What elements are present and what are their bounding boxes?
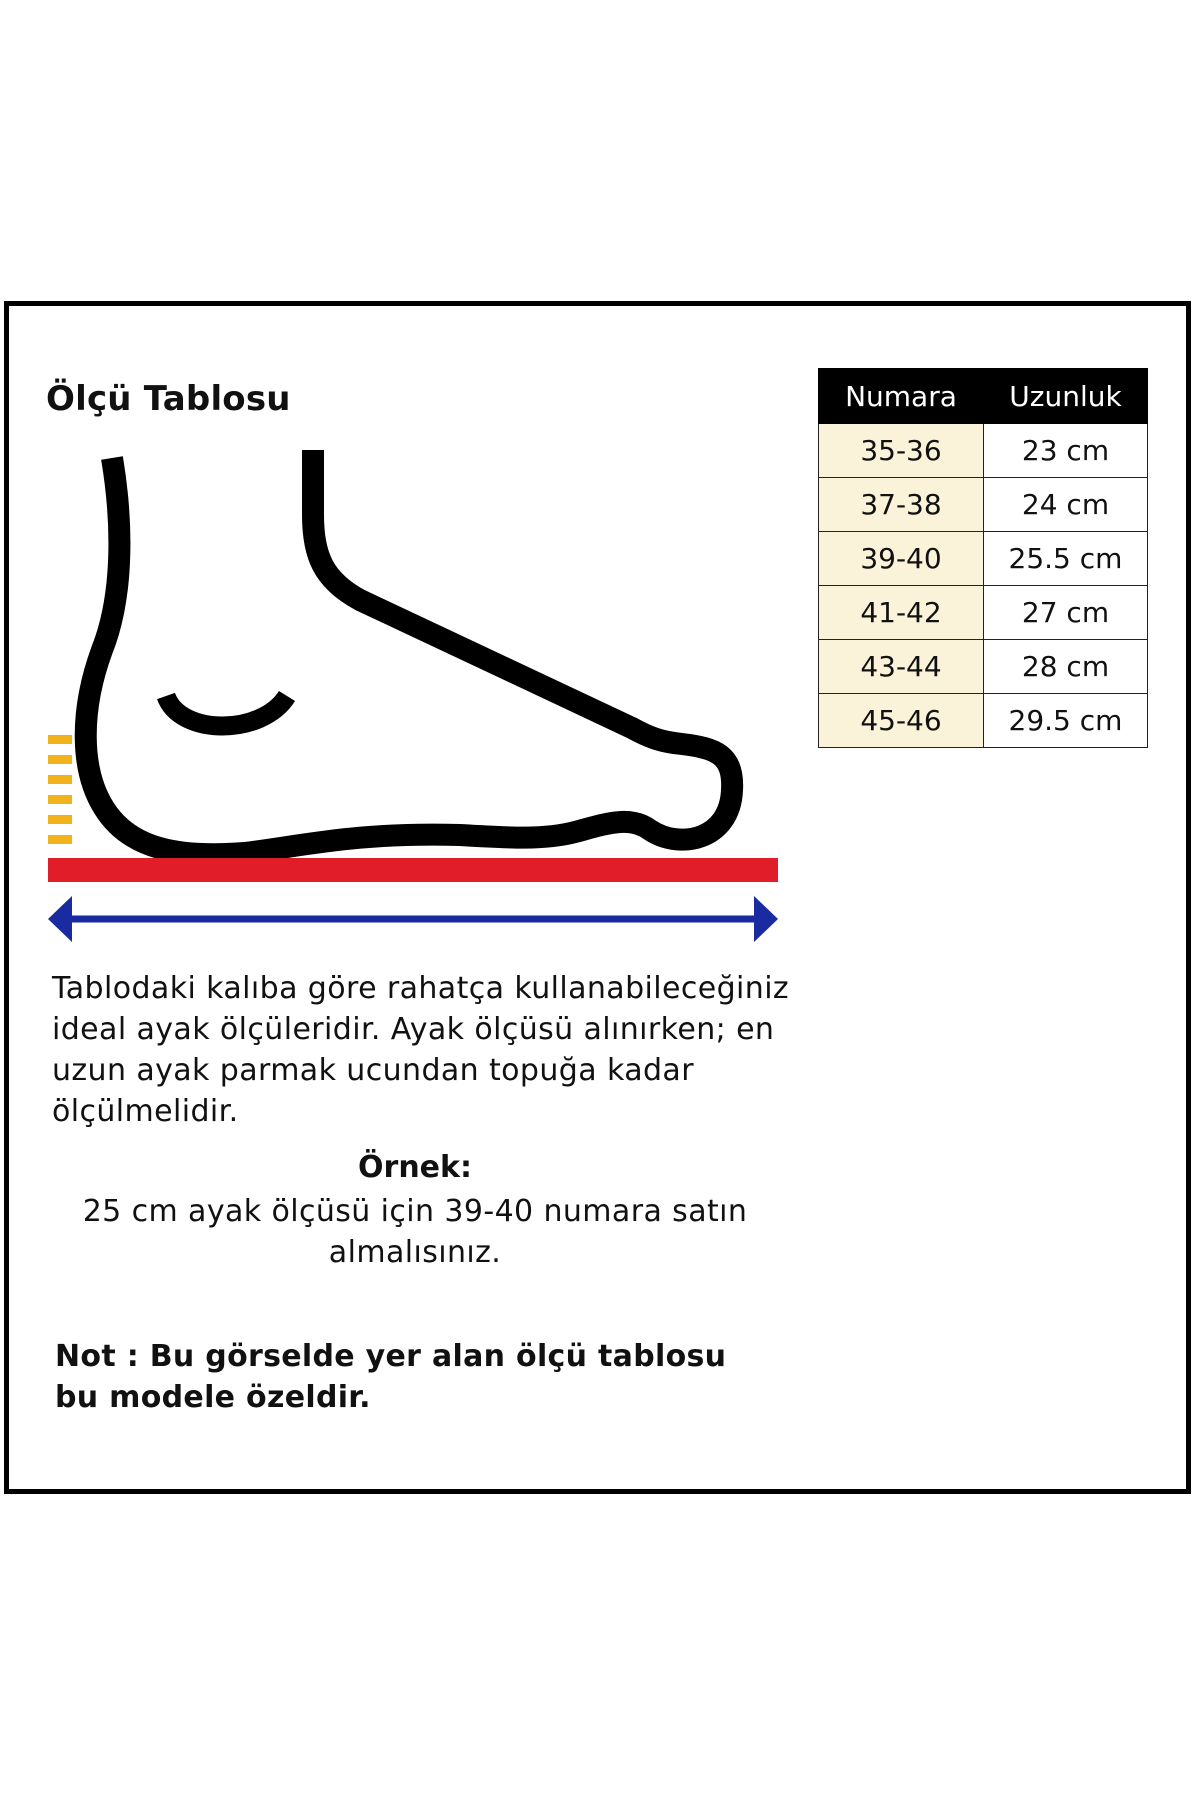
ground-bar	[48, 858, 778, 882]
table-row	[819, 424, 1148, 478]
ankle-bone	[166, 696, 287, 726]
size-table	[818, 368, 1148, 748]
table-row	[819, 586, 1148, 640]
example-title: Örnek:	[358, 1150, 472, 1185]
size-cell: 39-40	[819, 532, 984, 586]
size-cell: 43-44	[819, 640, 984, 694]
table-row	[819, 694, 1148, 748]
column-header-length: Uzunluk	[984, 369, 1148, 424]
example-text: 25 cm ayak ölçüsü için 39-40 numara satın almalısınız.	[82, 1194, 748, 1270]
length-cell: 27 cm	[984, 586, 1148, 640]
foot-outline	[86, 450, 732, 854]
size-cell: 41-42	[819, 586, 984, 640]
table-header-row	[819, 369, 1148, 424]
length-cell: 23 cm	[984, 424, 1148, 478]
length-cell: 29.5 cm	[984, 694, 1148, 748]
table-row	[819, 640, 1148, 694]
table-row	[819, 532, 1148, 586]
length-cell: 24 cm	[984, 478, 1148, 532]
size-cell: 35-36	[819, 424, 984, 478]
page-title: Ölçü Tablosu	[46, 379, 291, 419]
size-cell: 37-38	[819, 478, 984, 532]
model-note: Not : Bu görselde yer alan ölçü tablosu bu modele özeldir.	[55, 1339, 727, 1415]
length-arrow	[48, 896, 778, 942]
measurement-description: Tablodaki kalıba göre rahatça kullanabileceğiniz ideal ayak ölçüleridir. Ayak ölçüsü alınırken; en uzun ayak parmak ucundan topuğa kadar ölçülmelidir.	[52, 971, 790, 1129]
size-cell: 45-46	[819, 694, 984, 748]
table-row	[819, 478, 1148, 532]
length-cell: 28 cm	[984, 640, 1148, 694]
length-cell: 25.5 cm	[984, 532, 1148, 586]
column-header-size: Numara	[819, 369, 984, 424]
heel-height-marks	[48, 735, 72, 844]
foot-illustration	[40, 430, 790, 950]
